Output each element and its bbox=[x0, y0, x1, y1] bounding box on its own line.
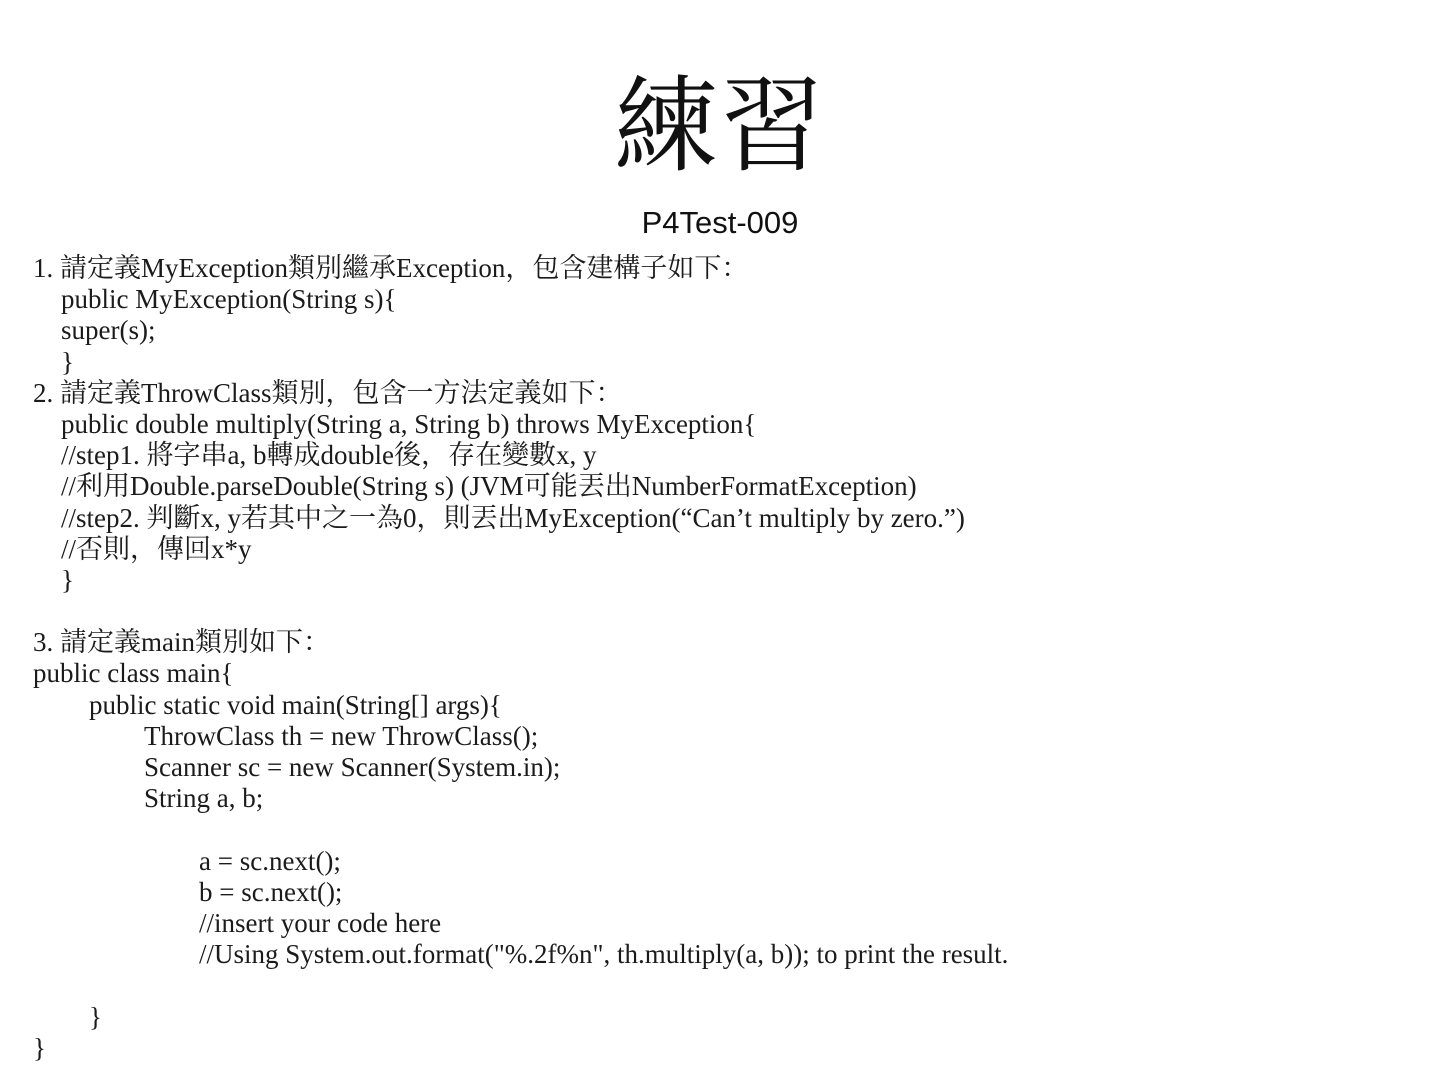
comment-line: //insert your code here bbox=[199, 907, 442, 938]
comment-line: //否則，傳回x*y bbox=[61, 533, 252, 564]
slide-subtitle: P4Test-009 bbox=[641, 205, 799, 240]
exercise-body bbox=[33, 253, 1423, 1064]
code-line: String a, b; bbox=[144, 783, 264, 814]
instruction-line: 1. 請定義MyException類別繼承Exception，包含建構子如下： bbox=[33, 253, 749, 283]
instruction-line: 2. 請定義ThrowClass類別，包含一方法定義如下： bbox=[33, 377, 623, 408]
code-line: public static void main(String[] args){ bbox=[89, 689, 502, 720]
blank-line bbox=[33, 814, 1423, 845]
code-line: ThrowClass th = new ThrowClass(); bbox=[144, 720, 539, 751]
blank-line bbox=[33, 596, 1423, 627]
comment-line: //利用Double.parseDouble(String s) (JVM可能丟出NumberFormatException) bbox=[61, 471, 917, 502]
code-line: b = sc.next(); bbox=[199, 876, 343, 907]
code-line: } bbox=[33, 1032, 46, 1063]
code-line: } bbox=[61, 564, 74, 595]
code-line: public MyException(String s){ bbox=[61, 284, 397, 315]
code-line: a = sc.next(); bbox=[199, 845, 341, 876]
comment-line: //step1. 將字串a, b轉成double後，存在變數x, y bbox=[61, 440, 597, 471]
comment-line: //step2. 判斷x, y若其中之一為0，則丟出MyException(“Can’t multiply by zero.”) bbox=[61, 502, 965, 533]
instruction-line: 3. 請定義main類別如下： bbox=[33, 627, 330, 658]
code-line: public class main{ bbox=[33, 658, 234, 689]
code-line: Scanner sc = new Scanner(System.in); bbox=[144, 752, 561, 782]
slide-title: 練習 bbox=[613, 69, 826, 185]
comment-line: //Using System.out.format("%.2f%n", th.multiply(a, b)); to print the result. bbox=[199, 939, 1009, 970]
blank-line bbox=[33, 970, 1423, 1001]
code-line: } bbox=[61, 346, 74, 377]
code-line: public double multiply(String a, String b) throws MyException{ bbox=[61, 408, 757, 439]
code-line: super(s); bbox=[61, 315, 156, 346]
code-line: } bbox=[89, 1001, 102, 1032]
